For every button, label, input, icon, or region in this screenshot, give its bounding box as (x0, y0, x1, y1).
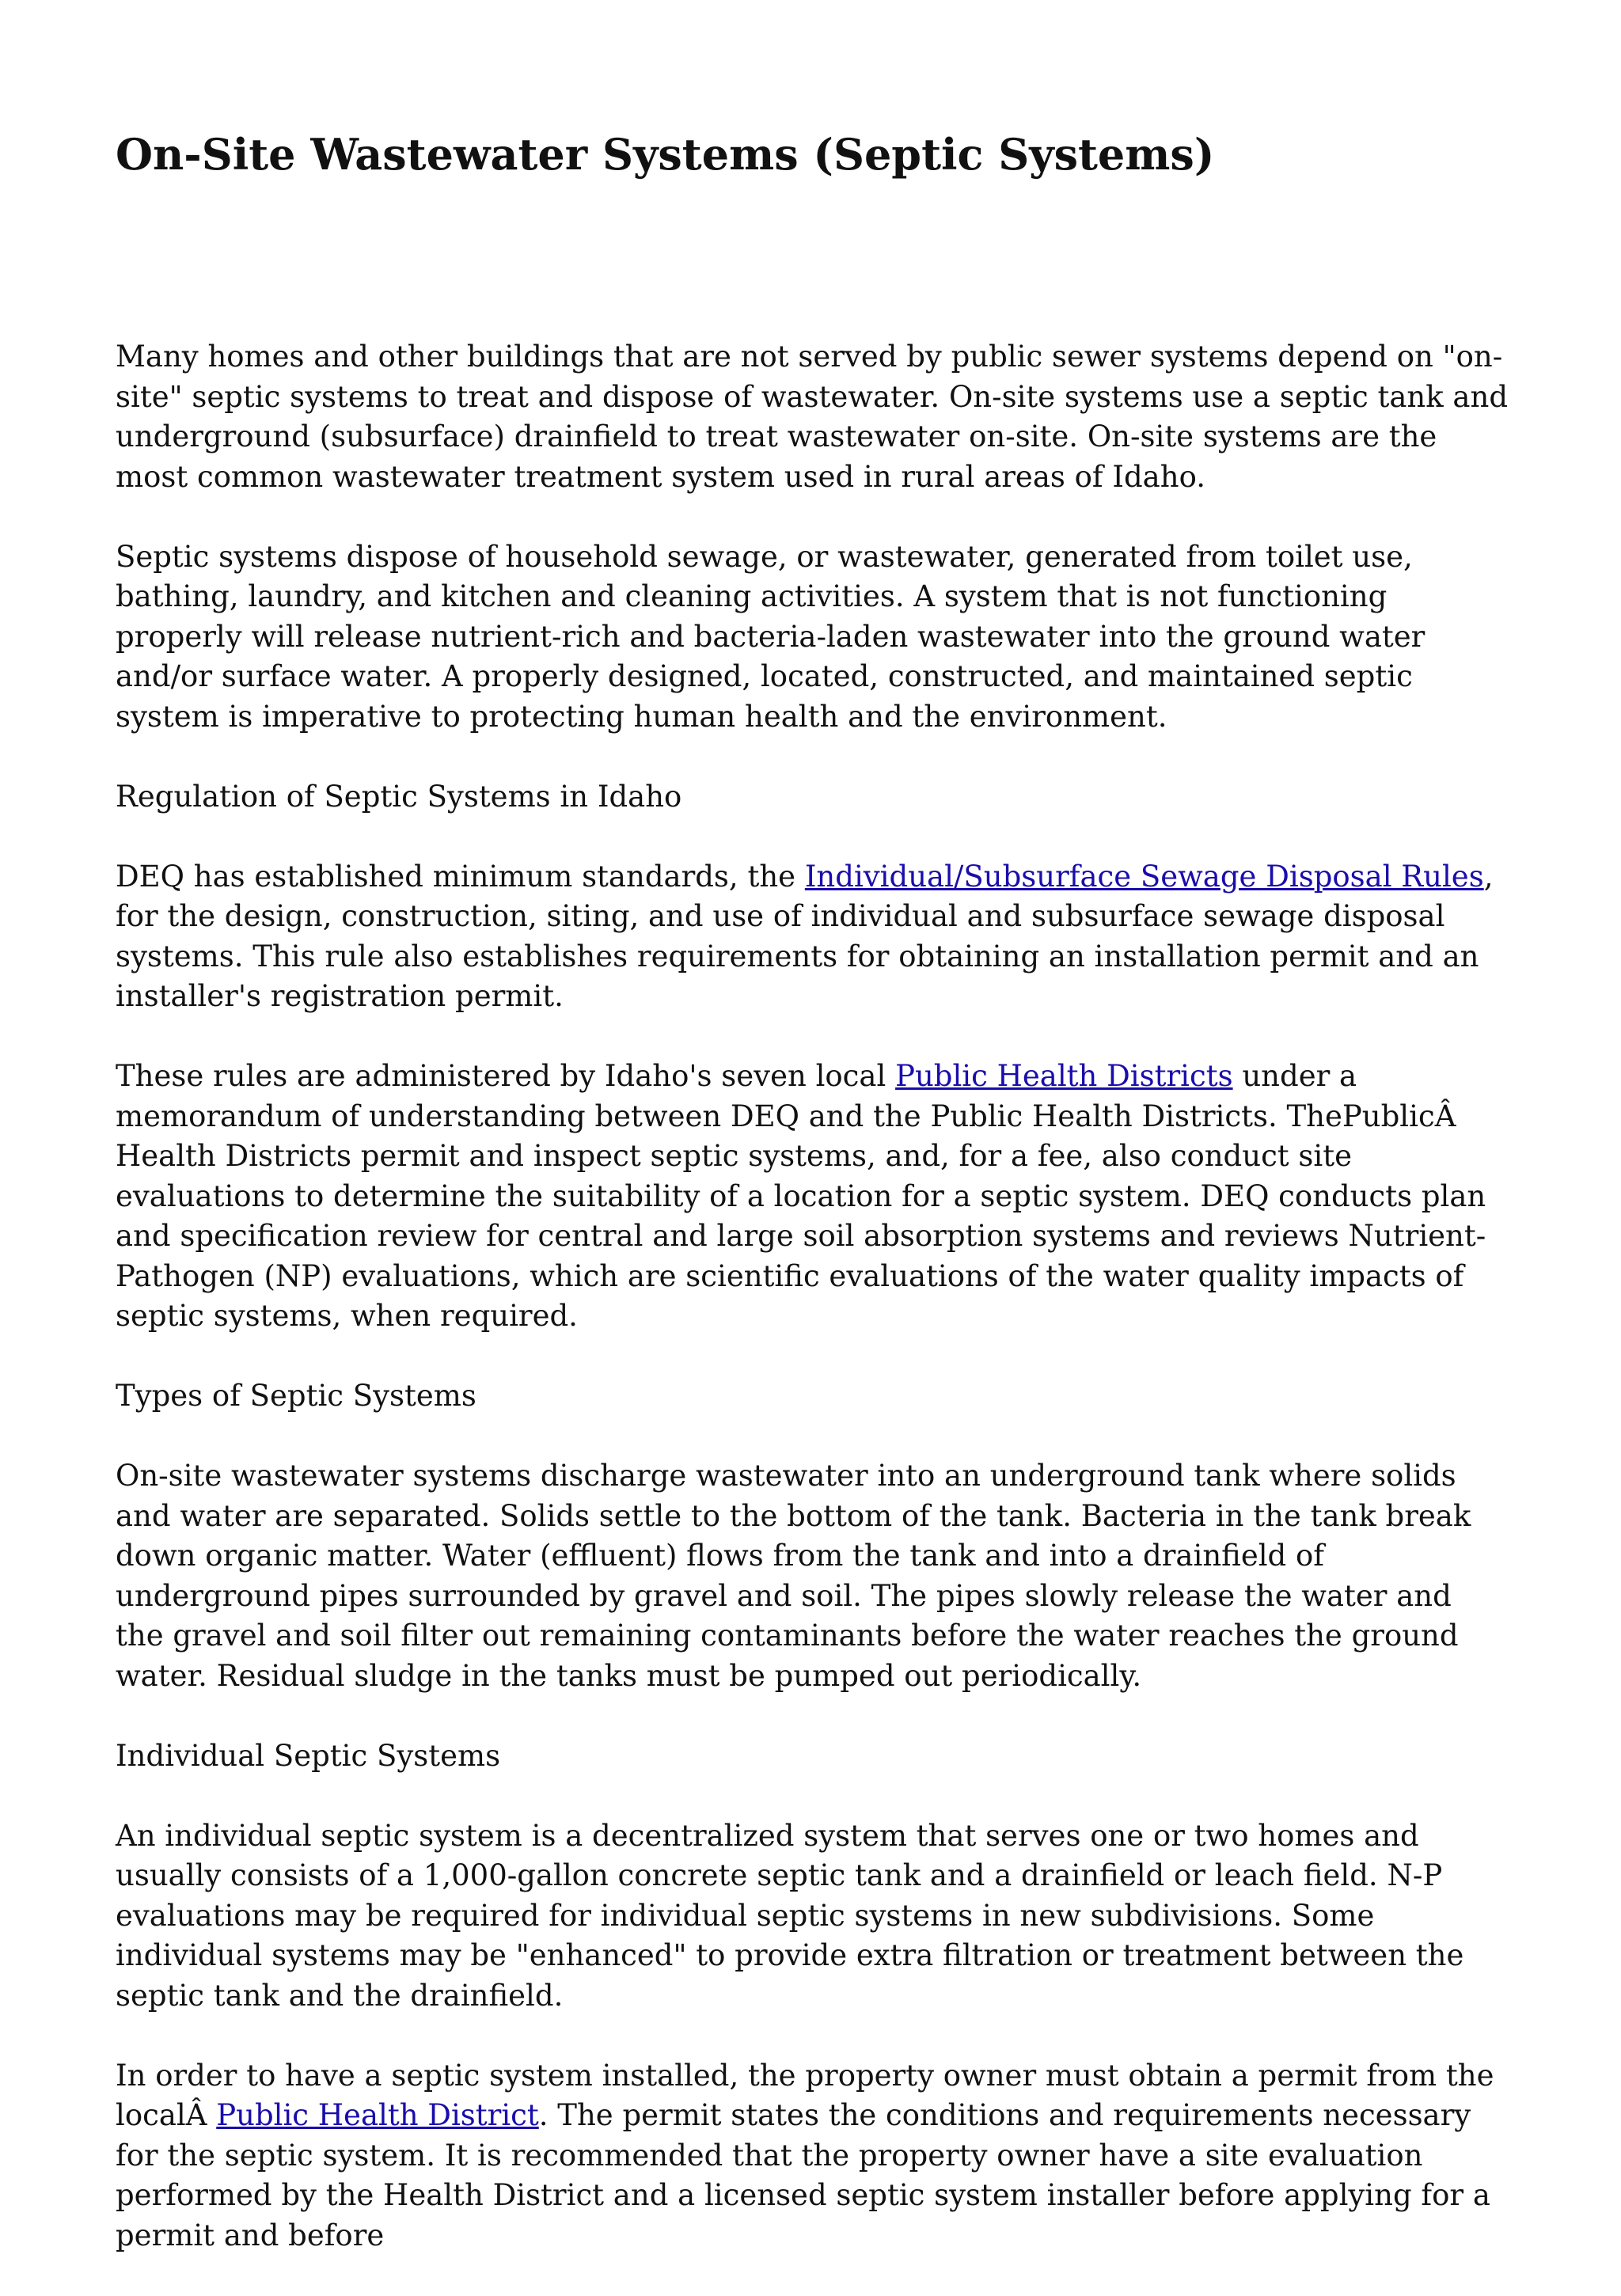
individual-systems-heading: Individual Septic Systems (116, 1738, 501, 1773)
sewage-disposal-rules-link[interactable]: Individual/Subsurface Sewage Disposal Rules (804, 859, 1484, 894)
permit-text-after: . The permit states the conditions and requirements necessary for the septic system. It is recommended that the property owner have a site evaluation performed by the Health District and a licensed septic system installer before applying for a permit and before (116, 2098, 1490, 2252)
types-heading: Types of Septic Systems (116, 1379, 476, 1413)
public-health-districts-link[interactable]: Public Health Districts (895, 1059, 1233, 1093)
permit-text-before: In order to have a septic system installed, the property owner must obtain a permit from the localÂ (116, 2058, 1494, 2132)
permit-paragraph (116, 2056, 1509, 2256)
public-health-district-link[interactable]: Public Health District (216, 2098, 539, 2132)
administration-text-before: These rules are administered by Idaho's seven local (116, 1059, 896, 1093)
intro-paragraph: Many homes and other buildings that are not served by public sewer systems depend on "on-site" septic systems to treat and dispose of wastewater. On-site systems use a septic tank and underground (subsurface) drainfield to treat wastewater on-site. On-site systems are the most common wastewater treatment system used in rural areas of Idaho. (116, 340, 1508, 494)
document-body (116, 337, 1509, 2296)
administration-paragraph (116, 1057, 1509, 1337)
septic-purpose-paragraph: Septic systems dispose of household sewage, or wastewater, generated from toilet use, bathing, laundry, and kitchen and cleaning activities. A system that is not functioning properly will release nutrient-rich and bacteria-laden wastewater into the ground water and/or surface water. A properly designed, located, constructed, and maintained septic system is imperative to protecting human health and the environment. (116, 539, 1425, 734)
regulation-heading: Regulation of Septic Systems in Idaho (116, 779, 682, 814)
administration-text-after: under a memorandum of understanding between DEQ and the Public Health Districts. ThePublicÂ Health Districts permit and inspect septic systems, and, for a fee, also conduct site evaluations to determine the suitability of a location for a septic system. DEQ conducts plan and specification review for central and large soil absorption systems and reviews Nutrient-Pathogen (NP) evaluations, which are scientific evaluations of the water quality impacts of septic systems, when required. (116, 1059, 1486, 1333)
onsite-process-paragraph: On-site wastewater systems discharge wastewater into an underground tank where solids and water are separated. Solids settle to the bottom of the tank. Bacteria in the tank break down organic matter. Water (effluent) flows from the tank and into a drainfield of underground pipes surrounded by gravel and soil. The pipes slowly release the water and the gravel and soil filter out remaining contaminants before the water reaches the ground water. Residual sludge in the tanks must be pumped out periodically. (116, 1459, 1471, 1693)
standards-paragraph (116, 857, 1509, 1017)
individual-systems-paragraph: An individual septic system is a decentralized system that serves one or two homes and usually consists of a 1,000-gallon concrete septic tank and a drainfield or leach field. N-P evaluations may be required for individual septic systems in new subdivisions. Some individual systems may be "enhanced" to provide extra filtration or treatment between the septic tank and the drainfield. (116, 1818, 1464, 2013)
standards-text-before: DEQ has established minimum standards, the (116, 859, 805, 894)
standards-text-after: , for the design, construction, siting, and use of individual and subsurface sewage disposal systems. This rule also establishes requirements for obtaining an installation permit and an installer's registration permit. (116, 859, 1494, 1013)
page-title: On-Site Wastewater Systems (Septic Systems) (116, 129, 1215, 180)
